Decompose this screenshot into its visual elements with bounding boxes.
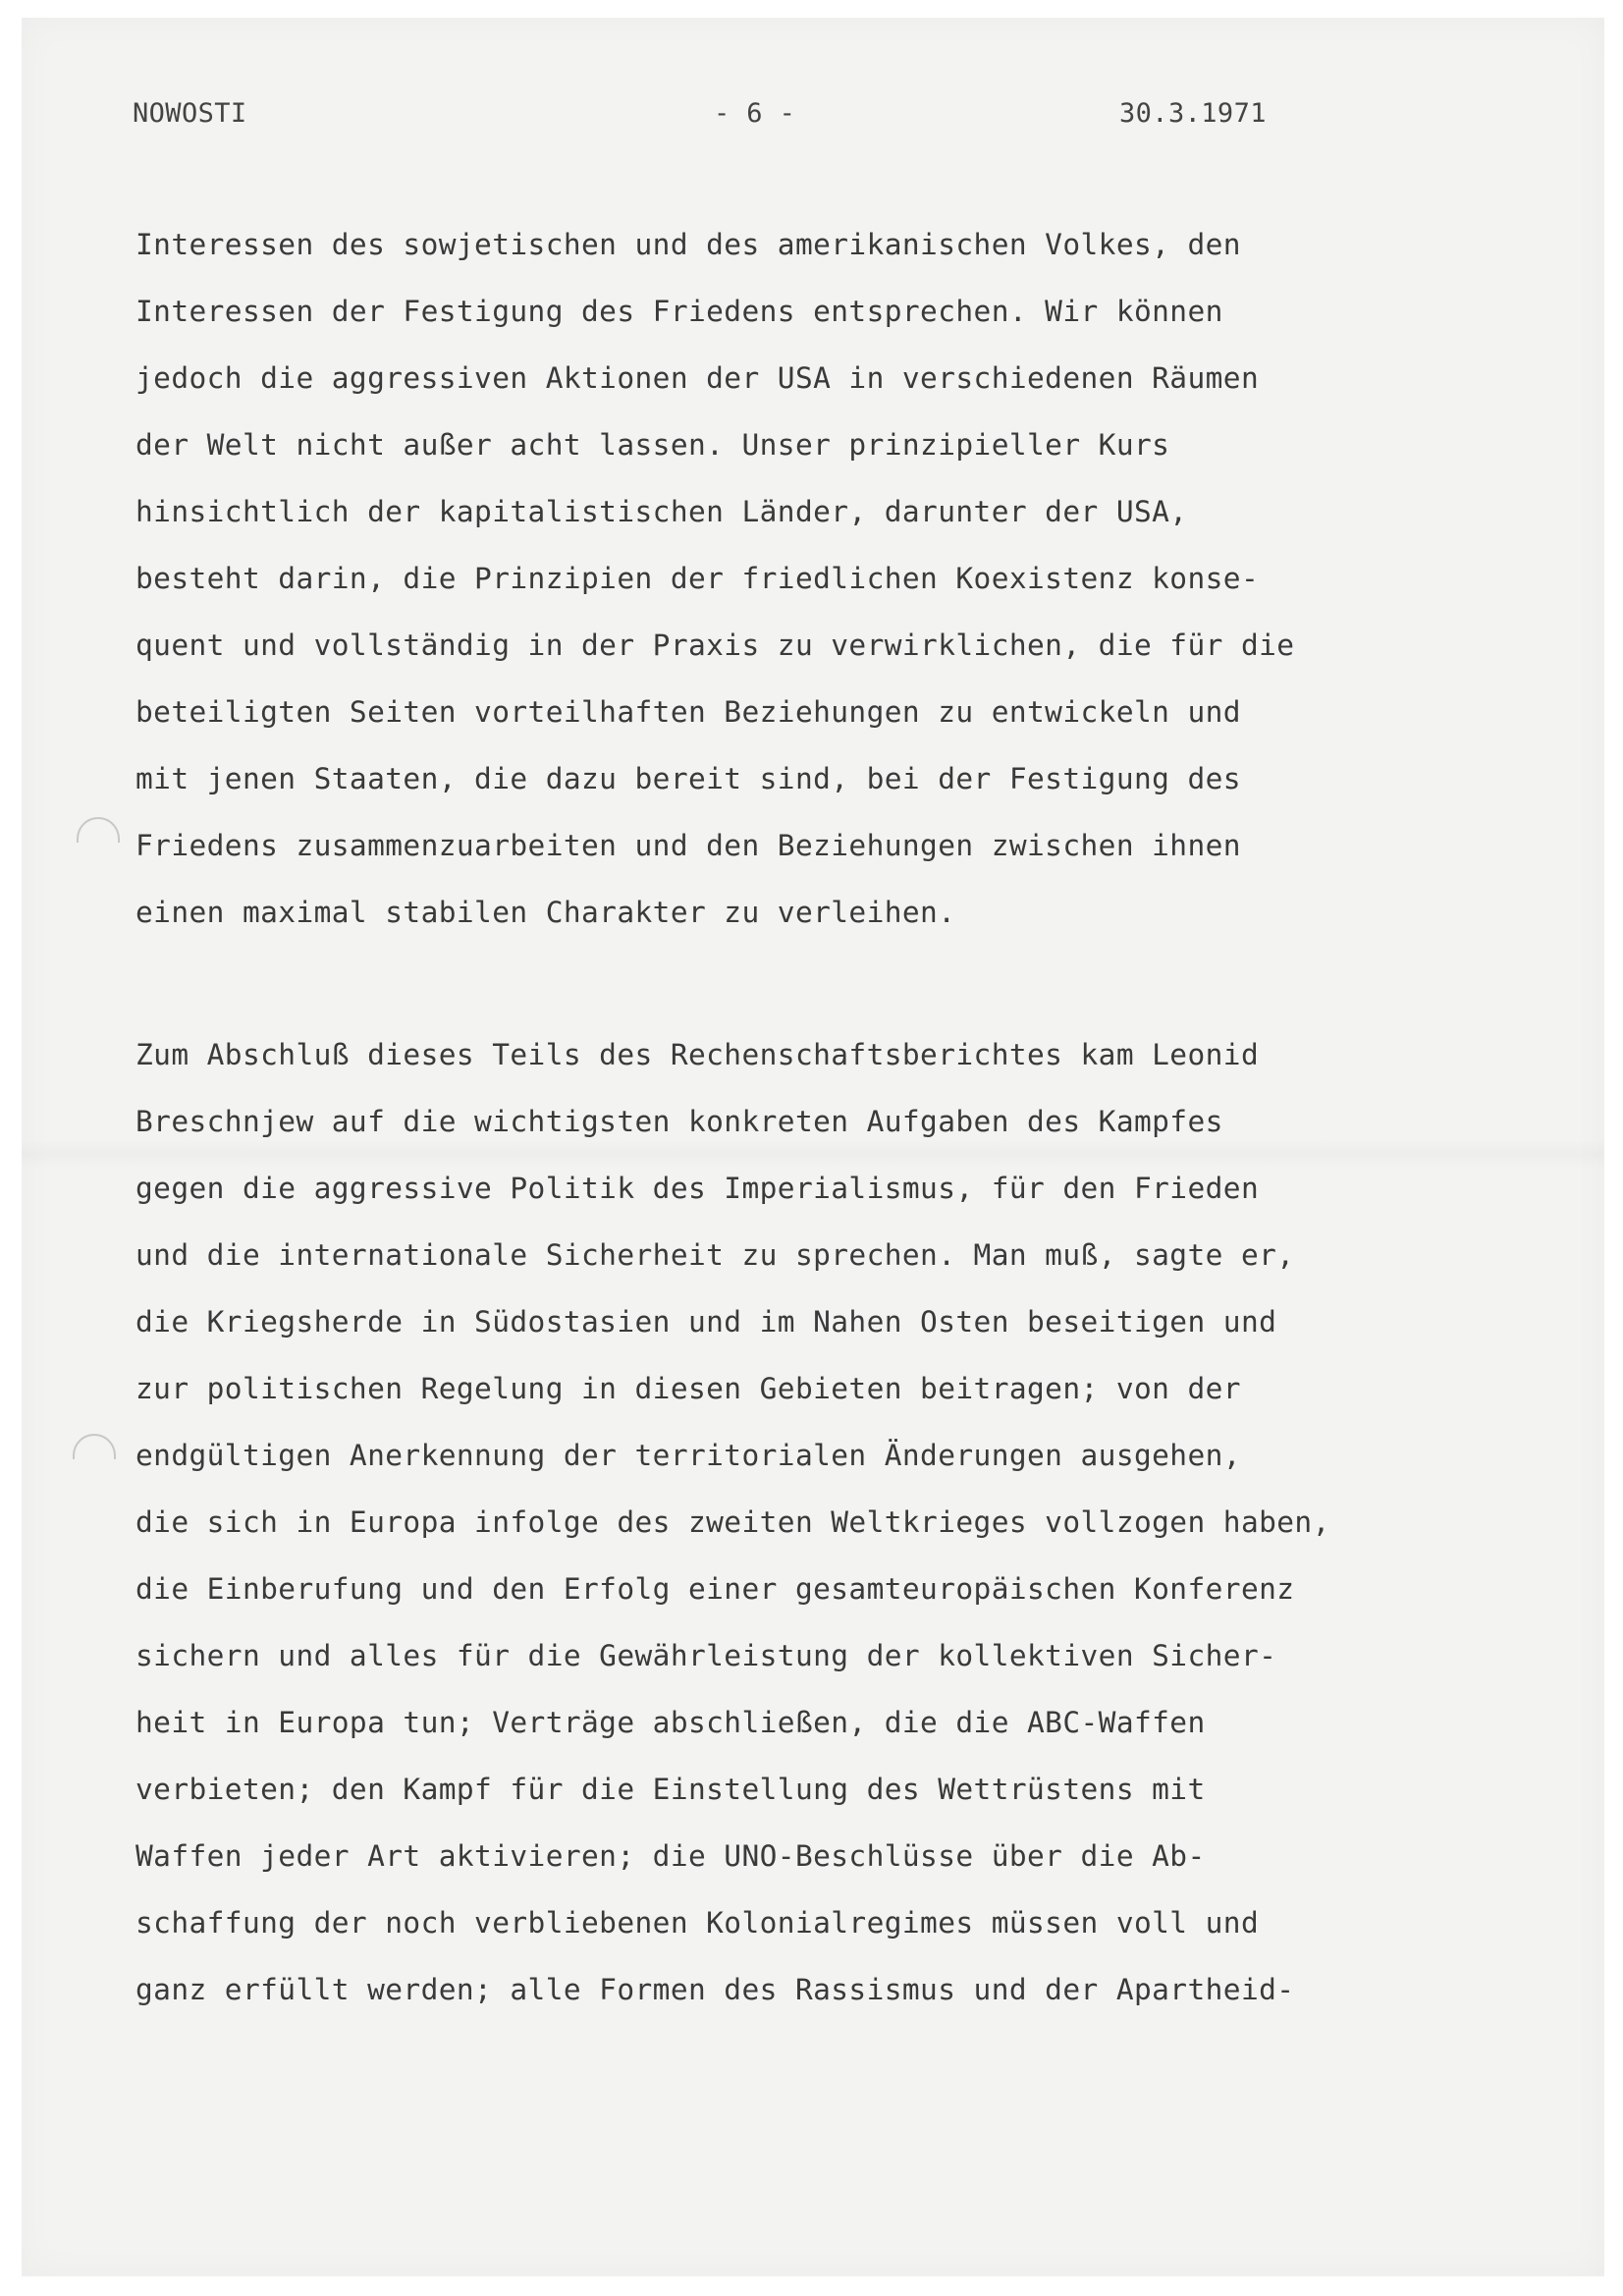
text-line: gegen die aggressive Politik des Imperialismus, für den Frieden	[135, 1172, 1260, 1205]
header-page-number: - 6 -	[714, 98, 796, 129]
text-line: endgültigen Anerkennung der territorialen Änderungen ausgehen,	[135, 1439, 1241, 1472]
paragraph-1	[135, 211, 1530, 946]
text-line: beteiligten Seiten vorteilhaften Beziehungen zu entwickeln und	[135, 695, 1241, 729]
header-date: 30.3.1971	[1119, 98, 1267, 129]
text-line: Zum Abschluß dieses Teils des Rechenschaftsberichtes kam Leonid	[135, 1038, 1260, 1071]
text-line: einen maximal stabilen Charakter zu verleihen.	[135, 896, 956, 929]
text-line: die Kriegsherde in Südostasien und im Nahen Osten beseitigen und	[135, 1305, 1277, 1339]
text-line: zur politischen Regelung in diesen Gebieten beitragen; von der	[135, 1372, 1241, 1405]
text-line: die sich in Europa infolge des zweiten Weltkrieges vollzogen haben,	[135, 1505, 1330, 1539]
text-line: mit jenen Staaten, die dazu bereit sind, bei der Festigung des	[135, 762, 1241, 795]
text-line: schaffung der noch verbliebenen Kolonialregimes müssen voll und	[135, 1906, 1260, 1940]
text-line: Interessen der Festigung des Friedens entsprechen. Wir können	[135, 295, 1223, 328]
text-line: verbieten; den Kampf für die Einstellung des Wettrüstens mit	[135, 1773, 1206, 1806]
text-line: Interessen des sowjetischen und des amerikanischen Volkes, den	[135, 228, 1241, 261]
text-line: Friedens zusammenzuarbeiten und den Beziehungen zwischen ihnen	[135, 829, 1241, 862]
text-line: Waffen jeder Art aktivieren; die UNO-Beschlüsse über die Ab-	[135, 1839, 1206, 1873]
text-line: sichern und alles für die Gewährleistung der kollektiven Sicher-	[135, 1639, 1277, 1672]
text-line: quent und vollständig in der Praxis zu verwirklichen, die für die	[135, 629, 1295, 662]
text-line: Breschnjew auf die wichtigsten konkreten Aufgaben des Kampfes	[135, 1105, 1223, 1138]
header-agency: NOWOSTI	[133, 98, 247, 129]
text-line: die Einberufung und den Erfolg einer gesamteuropäischen Konferenz	[135, 1572, 1295, 1606]
text-line: hinsichtlich der kapitalistischen Länder, darunter der USA,	[135, 495, 1188, 528]
paragraph-2	[135, 1021, 1530, 2023]
text-line: der Welt nicht außer acht lassen. Unser prinzipieller Kurs	[135, 428, 1170, 462]
text-line: ganz erfüllt werden; alle Formen des Rassismus und der Apartheid-	[135, 1973, 1295, 2006]
text-line: jedoch die aggressiven Aktionen der USA in verschiedenen Räumen	[135, 361, 1260, 395]
text-line: besteht darin, die Prinzipien der friedlichen Koexistenz konse-	[135, 562, 1260, 595]
text-line: heit in Europa tun; Verträge abschließen, die die ABC-Waffen	[135, 1706, 1206, 1739]
text-line: und die internationale Sicherheit zu sprechen. Man muß, sagte er,	[135, 1238, 1295, 1272]
